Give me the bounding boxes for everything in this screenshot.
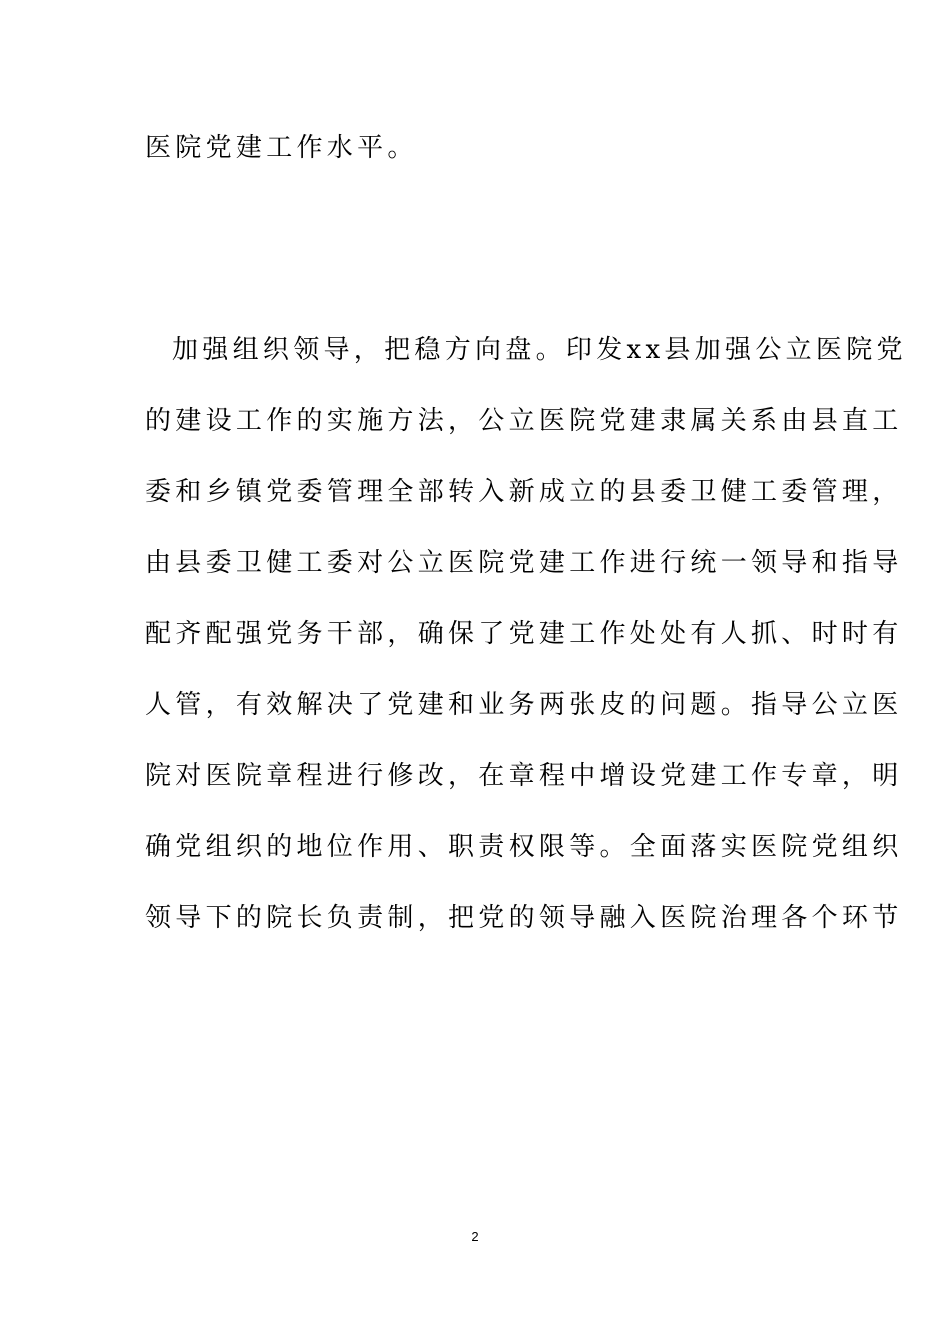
paragraph-line-2: 加强组织领导，把稳方向盘。印发xx县加强公立医院党 xyxy=(172,335,907,365)
paragraph-line-1: 医院党建工作水平。 xyxy=(145,133,418,163)
paragraph-line-6: 配齐配强党务干部，确保了党建工作处处有人抓、时时有 xyxy=(145,619,903,649)
paragraph-line-10: 领导下的院长负责制，把党的领导融入医院治理各个环节 xyxy=(145,903,903,933)
paragraph-line-8: 院对医院章程进行修改，在章程中增设党建工作专章，明 xyxy=(145,761,903,791)
paragraph-line-4: 委和乡镇党委管理全部转入新成立的县委卫健工委管理， xyxy=(145,477,903,507)
paragraph-line-3: 的建设工作的实施方法，公立医院党建隶属关系由县直工 xyxy=(145,406,903,436)
paragraph-line-5: 由县委卫健工委对公立医院党建工作进行统一领导和指导 xyxy=(145,548,903,578)
paragraph-line-9: 确党组织的地位作用、职责权限等。全面落实医院党组织 xyxy=(145,832,903,862)
paragraph-line-7: 人管，有效解决了党建和业务两张皮的问题。指导公立医 xyxy=(145,690,903,720)
page-number: 2 xyxy=(471,1229,479,1244)
